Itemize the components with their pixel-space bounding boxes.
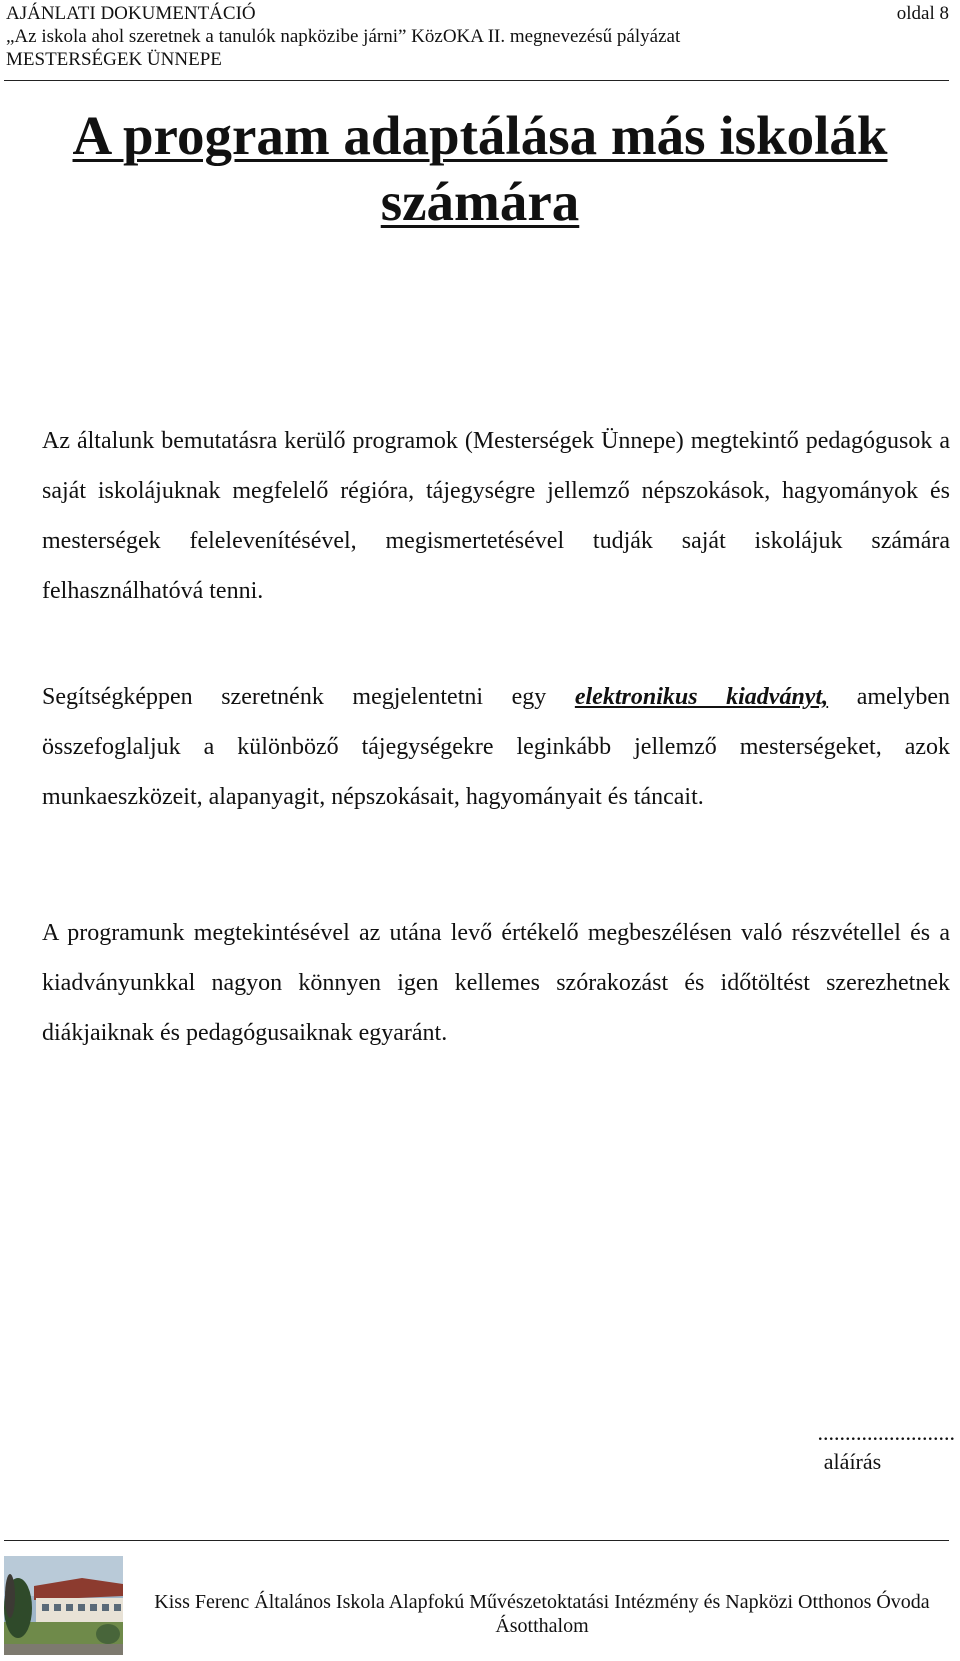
- signature-line: .........................: [817, 1420, 955, 1445]
- footer-divider: [4, 1540, 949, 1541]
- institution-town: Ásotthalom: [495, 1615, 589, 1637]
- page-title: A program adaptálása más iskolák számára: [72, 105, 888, 232]
- footer-institution: [132, 1590, 952, 1638]
- signature-block: [700, 1420, 955, 1478]
- page-number: oldal 8: [896, 3, 949, 24]
- page-header: [6, 2, 949, 71]
- institution-name: Kiss Ferenc Általános Iskola Alapfokú Művészetoktatási Intézmény és Napközi Otthonos Óvoda: [154, 1591, 930, 1613]
- paragraph-publication-start: Segítségképpen szeretnénk megjelentetni egy: [42, 684, 575, 710]
- signature-label: aláírás: [823, 1449, 882, 1474]
- paragraph-intro: Az általunk bemutatásra kerülő programok (Mesterségek Ünnepe) megtekintő pedagógusok a saját iskolájuknak megfelelő régióra, tájegységre jellemző népszokások, hagyományok és mesterségek felelevenítésével, megismertetésével tudják saját iskolájuk számára felhasználhatóvá tenni.: [42, 428, 950, 604]
- electronic-publication-emphasis: elektronikus kiadványt,: [574, 684, 829, 710]
- paragraph-publication-end: amelyben összefoglaljuk a különböző tájegységekre leginkább jellemző mesterségeket, azok munkaeszközeit, alapanyagit, népszokásait, hagyományait és táncait.: [42, 684, 951, 810]
- paragraph-benefits: A programunk megtekintésével az utána levő értékelő megbeszélésen való részvétellel és a kiadványunkkal nagyon könnyen igen kellemes szórakozást és időtöltést szerezhetnek diákjaiknak és pedagógusaiknak egyaránt.: [42, 920, 950, 1046]
- school-building-photo: [4, 1556, 123, 1655]
- header-divider: [4, 80, 949, 81]
- project-subtitle: „Az iskola ahol szeretnek a tanulók napközibe járni” KözOKA II. megnevezésű pályázat: [6, 26, 681, 47]
- doc-title: AJÁNLATI DOKUMENTÁCIÓ: [6, 3, 256, 24]
- paragraph-publication: [42, 672, 950, 822]
- program-name: MESTERSÉGEK ÜNNEPE: [6, 49, 222, 70]
